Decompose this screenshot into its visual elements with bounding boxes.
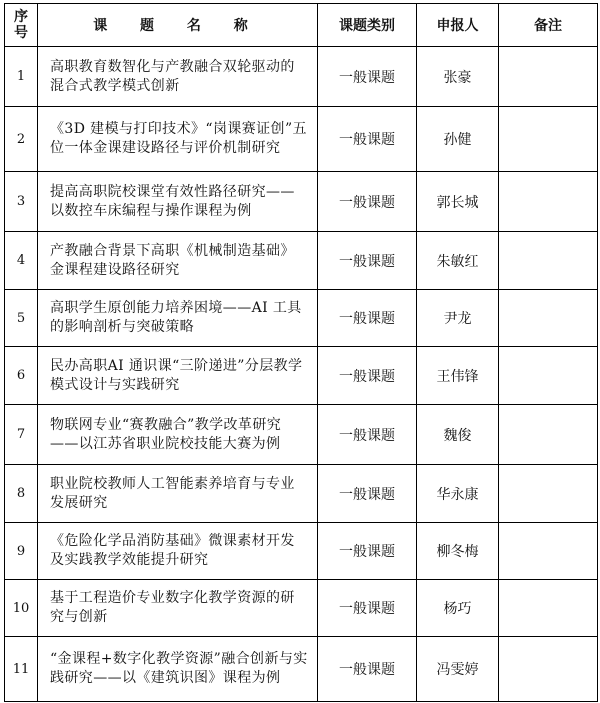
project-title: 物联网专业“赛教融合”教学改革研究——以江苏省职业院校技能大赛为例 (38, 405, 318, 465)
remark (499, 580, 598, 637)
remark (499, 523, 598, 580)
project-table (4, 3, 598, 702)
applicant-name: 冯雯婷 (417, 637, 499, 702)
project-type: 一般课题 (318, 347, 417, 405)
applicant-name: 孙健 (417, 107, 499, 172)
table-row (5, 347, 598, 405)
row-number: 7 (5, 405, 38, 465)
project-title: 产教融合背景下高职《机械制造基础》金课程建设路径研究 (38, 232, 318, 290)
table-row (5, 107, 598, 172)
row-number: 4 (5, 232, 38, 290)
header-note: 备注 (499, 4, 598, 47)
project-title: “金课程+数字化教学资源”融合创新与实践研究——以《建筑识图》课程为例 (38, 637, 318, 702)
remark (499, 172, 598, 232)
header-row (5, 4, 598, 47)
table-row (5, 47, 598, 107)
row-number: 11 (5, 637, 38, 702)
row-number: 8 (5, 465, 38, 523)
project-type: 一般课题 (318, 580, 417, 637)
project-type: 一般课题 (318, 290, 417, 347)
project-type: 一般课题 (318, 637, 417, 702)
header-no-line1: 序 (14, 9, 28, 25)
project-type: 一般课题 (318, 465, 417, 523)
project-type: 一般课题 (318, 172, 417, 232)
remark (499, 405, 598, 465)
remark (499, 465, 598, 523)
project-type: 一般课题 (318, 405, 417, 465)
project-type: 一般课题 (318, 232, 417, 290)
project-title: 高职学生原创能力培养困境——AI 工具的影响剖析与突破策略 (38, 290, 318, 347)
remark (499, 637, 598, 702)
applicant-name: 张豪 (417, 47, 499, 107)
header-type: 课题类别 (318, 4, 417, 47)
applicant-name: 尹龙 (417, 290, 499, 347)
remark (499, 347, 598, 405)
table-row (5, 290, 598, 347)
applicant-name: 华永康 (417, 465, 499, 523)
table-row (5, 580, 598, 637)
header-no (5, 4, 38, 47)
header-no-line2: 号 (14, 25, 28, 41)
table-row (5, 405, 598, 465)
applicant-name: 王伟锋 (417, 347, 499, 405)
row-number: 2 (5, 107, 38, 172)
applicant-name: 朱敏红 (417, 232, 499, 290)
table-row (5, 637, 598, 702)
applicant-name: 柳冬梅 (417, 523, 499, 580)
row-number: 10 (5, 580, 38, 637)
table-row (5, 465, 598, 523)
project-type: 一般课题 (318, 107, 417, 172)
project-title: 职业院校教师人工智能素养培育与专业发展研究 (38, 465, 318, 523)
project-title: 民办高职AI 通识课“三阶递进”分层教学模式设计与实践研究 (38, 347, 318, 405)
project-title: 《危险化学品消防基础》微课素材开发及实践教学效能提升研究 (38, 523, 318, 580)
header-title: 课 题 名 称 (38, 4, 318, 47)
table-row (5, 172, 598, 232)
table-row (5, 523, 598, 580)
applicant-name: 杨巧 (417, 580, 499, 637)
remark (499, 47, 598, 107)
project-type: 一般课题 (318, 523, 417, 580)
remark (499, 107, 598, 172)
row-number: 3 (5, 172, 38, 232)
project-title: 高职教育数智化与产教融合双轮驱动的混合式教学模式创新 (38, 47, 318, 107)
project-title: 《3D 建模与打印技术》“岗课赛证创”五位一体金课建设路径与评价机制研究 (38, 107, 318, 172)
remark (499, 290, 598, 347)
row-number: 5 (5, 290, 38, 347)
table-row (5, 232, 598, 290)
applicant-name: 魏俊 (417, 405, 499, 465)
project-title: 提高高职院校课堂有效性路径研究——以数控车床编程与操作课程为例 (38, 172, 318, 232)
project-type: 一般课题 (318, 47, 417, 107)
row-number: 1 (5, 47, 38, 107)
row-number: 6 (5, 347, 38, 405)
applicant-name: 郭长城 (417, 172, 499, 232)
row-number: 9 (5, 523, 38, 580)
header-person: 申报人 (417, 4, 499, 47)
project-title: 基于工程造价专业数字化教学资源的研究与创新 (38, 580, 318, 637)
remark (499, 232, 598, 290)
